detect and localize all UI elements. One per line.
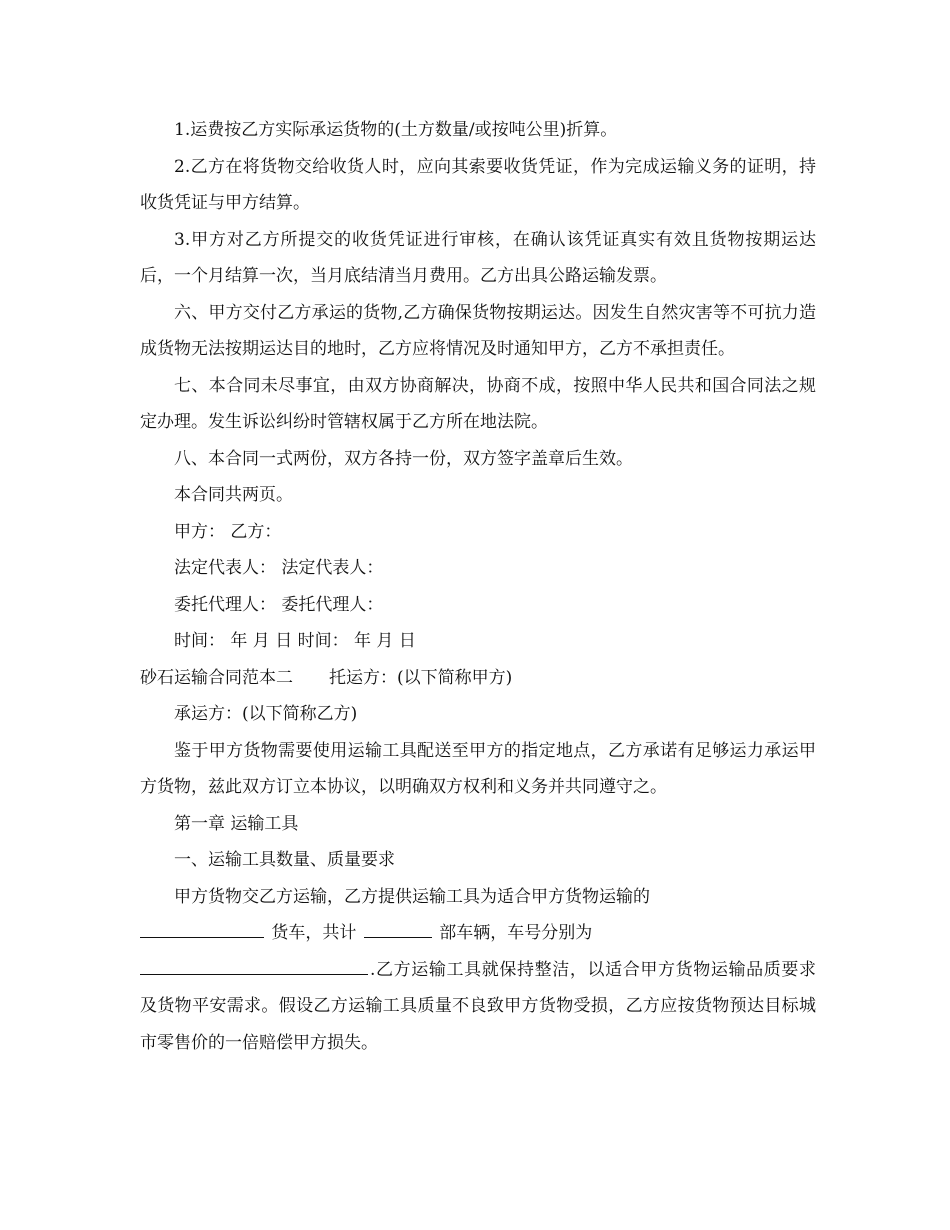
clause-six: 六、甲方交付乙方承运的货物,乙方确保货物按期运达。因发生自然灾害等不可抗力造成货物无法按期运达目的地时，乙方应将情况及时通知甲方，乙方不承担责任。 <box>140 302 816 359</box>
section-title: 砂石运输合同范本二 <box>140 667 293 688</box>
signature-legal-rep: 法定代表人： 法定代表人： <box>174 558 384 578</box>
subsection-title: 一、运输工具数量、质量要求 <box>174 850 395 870</box>
carrier-line: 承运方：(以下简称乙方) <box>174 704 358 724</box>
signature-parties: 甲方： 乙方： <box>174 521 282 542</box>
vehicle-para-rest: .乙方运输工具就保持整洁，以适合甲方货物运输品质要求及货物平安需求。假设乙方运输工具质量不良致甲方货物受损，乙方应按货物预达目标城市零售价的一倍赔偿甲方损失。 <box>140 959 816 1053</box>
vehicle-plate-paragraph <box>140 952 816 1062</box>
vehicle-text-a: 货车，共计 <box>271 923 357 943</box>
document-body <box>140 112 816 1061</box>
clause-seven: 七、本合同未尽事宜，由双方协商解决，协商不成，按照中华人民共和国合同法之规定办理。发生诉讼纠纷时管辖权属于乙方所在地法院。 <box>140 375 816 432</box>
paragraph-receipt: 2.乙方在将货物交给收货人时，应向其索要收货凭证，作为完成运输义务的证明，持收货凭证与甲方结算。 <box>140 156 816 213</box>
vehicle-fill-line <box>140 915 816 952</box>
paragraph-settlement: 3.甲方对乙方所提交的收货凭证进行审核，在确认该凭证真实有效且货物按期运达后，一个月结算一次，当月底结清当月费用。乙方出具公路运输发票。 <box>140 229 816 286</box>
section-title-line <box>140 660 816 697</box>
shipper-line: 托运方：(以下简称甲方) <box>329 667 513 688</box>
page-count-note: 本合同共两页。 <box>174 485 293 505</box>
clause-eight: 八、本合同一式两份，双方各持一份，双方签字盖章后生效。 <box>174 448 633 469</box>
blank-plate-numbers <box>140 956 368 975</box>
blank-vehicle-count <box>364 919 432 938</box>
chapter-title: 第一章 运输工具 <box>174 813 299 834</box>
signature-agent: 委托代理人： 委托代理人： <box>174 594 384 615</box>
preamble: 鉴于甲方货物需要使用运输工具配送至甲方的指定地点，乙方承诺有足够运力承运甲方货物，兹此双方订立本协议，以明确双方权利和义务并共同遵守之。 <box>140 740 816 797</box>
vehicle-text-b: 部车辆，车号分别为 <box>439 923 593 943</box>
vehicle-intro: 甲方货物交乙方运输，乙方提供运输工具为适合甲方货物运输的 <box>174 886 650 907</box>
paragraph-freight-calc: 1.运费按乙方实际承运货物的(土方数量/或按吨公里)折算。 <box>174 120 618 140</box>
signature-date: 时间： 年 月 日 时间： 年 月 日 <box>174 631 416 651</box>
blank-vehicle-type <box>140 919 264 938</box>
